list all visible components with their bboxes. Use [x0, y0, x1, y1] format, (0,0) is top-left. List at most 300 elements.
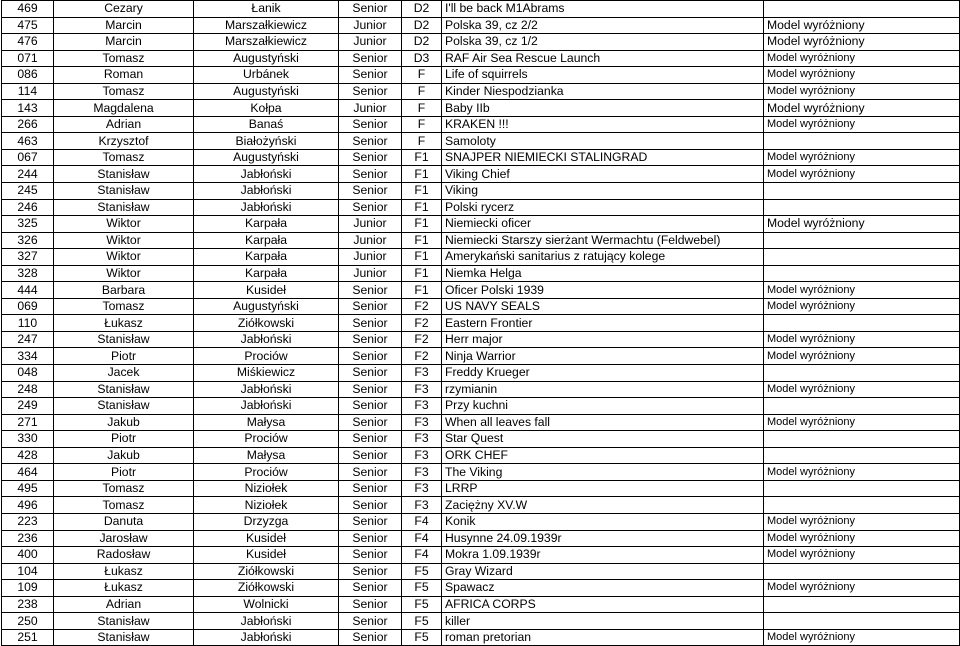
last-name-cell: Ziółkowski	[194, 315, 339, 332]
table-row	[2, 431, 960, 448]
first-name-cell: Danuta	[54, 513, 194, 530]
entry-number-cell: 476	[2, 34, 54, 51]
entry-number-cell: 444	[2, 282, 54, 299]
table-row	[2, 1, 960, 18]
last-name-cell: Małysa	[194, 414, 339, 431]
model-title-cell: Kinder Niespodzianka	[442, 83, 764, 100]
class-cell: F5	[402, 613, 442, 630]
first-name-cell: Magdalena	[54, 100, 194, 117]
model-title-cell: Husynne 24.09.1939r	[442, 530, 764, 547]
award-cell	[764, 315, 960, 332]
model-title-cell: Herr major	[442, 331, 764, 348]
last-name-cell: Łanik	[194, 1, 339, 18]
award-cell	[764, 480, 960, 497]
class-cell: F	[402, 83, 442, 100]
entry-number-cell: 067	[2, 149, 54, 166]
entry-number-cell: 247	[2, 331, 54, 348]
model-title-cell: Mokra 1.09.1939r	[442, 547, 764, 564]
last-name-cell: Banaś	[194, 116, 339, 133]
class-cell: F5	[402, 563, 442, 580]
award-cell: Model wyróżniony	[764, 331, 960, 348]
last-name-cell: Jabłoński	[194, 331, 339, 348]
class-cell: F3	[402, 381, 442, 398]
award-cell: Model wyróżniony	[764, 414, 960, 431]
model-title-cell: Viking Chief	[442, 166, 764, 183]
class-cell: F1	[402, 166, 442, 183]
entry-number-cell: 326	[2, 232, 54, 249]
entry-number-cell: 400	[2, 547, 54, 564]
category-cell: Senior	[339, 563, 402, 580]
last-name-cell: Karpała	[194, 249, 339, 266]
model-title-cell: Niemka Helga	[442, 265, 764, 282]
category-cell: Senior	[339, 133, 402, 150]
model-title-cell: US NAVY SEALS	[442, 298, 764, 315]
award-cell: Model wyróżniony	[764, 34, 960, 51]
entry-number-cell: 238	[2, 596, 54, 613]
award-cell	[764, 365, 960, 382]
table-row	[2, 232, 960, 249]
award-cell: Model wyróżniony	[764, 530, 960, 547]
model-title-cell: Eastern Frontier	[442, 315, 764, 332]
first-name-cell: Stanisław	[54, 381, 194, 398]
category-cell: Senior	[339, 613, 402, 630]
last-name-cell: Białożyński	[194, 133, 339, 150]
table-row	[2, 50, 960, 67]
model-title-cell: LRRP	[442, 480, 764, 497]
model-title-cell: Life of squirrels	[442, 67, 764, 84]
class-cell: F4	[402, 530, 442, 547]
award-cell	[764, 447, 960, 464]
first-name-cell: Łukasz	[54, 580, 194, 597]
table-row	[2, 100, 960, 117]
category-cell: Junior	[339, 265, 402, 282]
category-cell: Senior	[339, 183, 402, 200]
category-cell: Senior	[339, 67, 402, 84]
first-name-cell: Jacek	[54, 365, 194, 382]
award-cell: Model wyróżniony	[764, 116, 960, 133]
class-cell: F1	[402, 249, 442, 266]
model-title-cell: AFRICA CORPS	[442, 596, 764, 613]
table-row	[2, 34, 960, 51]
class-cell: F1	[402, 216, 442, 233]
results-table	[1, 0, 960, 646]
class-cell: F1	[402, 232, 442, 249]
award-cell: Model wyróżniony	[764, 166, 960, 183]
entry-number-cell: 249	[2, 398, 54, 415]
model-title-cell: ORK CHEF	[442, 447, 764, 464]
table-row	[2, 315, 960, 332]
last-name-cell: Prociów	[194, 464, 339, 481]
first-name-cell: Tomasz	[54, 298, 194, 315]
first-name-cell: Marcin	[54, 17, 194, 34]
first-name-cell: Łukasz	[54, 563, 194, 580]
table-row	[2, 513, 960, 530]
category-cell: Senior	[339, 199, 402, 216]
entry-number-cell: 048	[2, 365, 54, 382]
model-title-cell: When all leaves fall	[442, 414, 764, 431]
award-cell	[764, 497, 960, 514]
last-name-cell: Małysa	[194, 447, 339, 464]
award-cell	[764, 398, 960, 415]
award-cell: Model wyróżniony	[764, 348, 960, 365]
first-name-cell: Tomasz	[54, 497, 194, 514]
model-title-cell: Polski rycerz	[442, 199, 764, 216]
category-cell: Senior	[339, 50, 402, 67]
award-cell	[764, 249, 960, 266]
entry-number-cell: 245	[2, 183, 54, 200]
last-name-cell: Urbánek	[194, 67, 339, 84]
table-row	[2, 298, 960, 315]
award-cell	[764, 1, 960, 18]
last-name-cell: Jabłoński	[194, 381, 339, 398]
table-row	[2, 530, 960, 547]
award-cell: Model wyróżniony	[764, 149, 960, 166]
category-cell: Junior	[339, 100, 402, 117]
category-cell: Junior	[339, 216, 402, 233]
table-row	[2, 381, 960, 398]
table-row	[2, 464, 960, 481]
category-cell: Senior	[339, 315, 402, 332]
model-title-cell: Polska 39, cz 2/2	[442, 17, 764, 34]
class-cell: F3	[402, 398, 442, 415]
category-cell: Junior	[339, 34, 402, 51]
entry-number-cell: 250	[2, 613, 54, 630]
category-cell: Senior	[339, 414, 402, 431]
award-cell	[764, 183, 960, 200]
table-row	[2, 547, 960, 564]
entry-number-cell: 071	[2, 50, 54, 67]
first-name-cell: Stanisław	[54, 331, 194, 348]
class-cell: D2	[402, 17, 442, 34]
model-title-cell: Przy kuchni	[442, 398, 764, 415]
first-name-cell: Marcin	[54, 34, 194, 51]
table-row	[2, 447, 960, 464]
class-cell: F3	[402, 431, 442, 448]
category-cell: Senior	[339, 447, 402, 464]
entry-number-cell: 109	[2, 580, 54, 597]
last-name-cell: Karpała	[194, 216, 339, 233]
last-name-cell: Augustyński	[194, 50, 339, 67]
last-name-cell: Karpała	[194, 265, 339, 282]
last-name-cell: Kusideł	[194, 282, 339, 299]
model-title-cell: Gray Wizard	[442, 563, 764, 580]
category-cell: Senior	[339, 464, 402, 481]
table-row	[2, 249, 960, 266]
class-cell: F1	[402, 199, 442, 216]
last-name-cell: Jabłoński	[194, 398, 339, 415]
category-cell: Senior	[339, 348, 402, 365]
award-cell: Model wyróżniony	[764, 50, 960, 67]
table-row	[2, 199, 960, 216]
entry-number-cell: 464	[2, 464, 54, 481]
model-title-cell: Amerykański sanitarius z ratujący kolege	[442, 249, 764, 266]
award-cell	[764, 133, 960, 150]
entry-number-cell: 496	[2, 497, 54, 514]
entry-number-cell: 086	[2, 67, 54, 84]
category-cell: Senior	[339, 149, 402, 166]
first-name-cell: Wiktor	[54, 232, 194, 249]
first-name-cell: Jakub	[54, 414, 194, 431]
entry-number-cell: 328	[2, 265, 54, 282]
class-cell: F1	[402, 149, 442, 166]
award-cell: Model wyróżniony	[764, 216, 960, 233]
first-name-cell: Stanisław	[54, 183, 194, 200]
entry-number-cell: 223	[2, 513, 54, 530]
last-name-cell: Kusideł	[194, 547, 339, 564]
category-cell: Senior	[339, 298, 402, 315]
award-cell: Model wyróżniony	[764, 17, 960, 34]
category-cell: Junior	[339, 232, 402, 249]
first-name-cell: Stanisław	[54, 613, 194, 630]
award-cell: Model wyróżniony	[764, 67, 960, 84]
first-name-cell: Tomasz	[54, 50, 194, 67]
first-name-cell: Stanisław	[54, 199, 194, 216]
first-name-cell: Jakub	[54, 447, 194, 464]
first-name-cell: Jarosław	[54, 530, 194, 547]
class-cell: F4	[402, 513, 442, 530]
model-title-cell: Niemiecki Starszy sierżant Wermachtu (Feldwebel)	[442, 232, 764, 249]
entry-number-cell: 143	[2, 100, 54, 117]
table-row	[2, 348, 960, 365]
category-cell: Senior	[339, 547, 402, 564]
award-cell	[764, 265, 960, 282]
first-name-cell: Piotr	[54, 464, 194, 481]
entry-number-cell: 114	[2, 83, 54, 100]
table-row	[2, 331, 960, 348]
last-name-cell: Prociów	[194, 348, 339, 365]
class-cell: F5	[402, 580, 442, 597]
award-cell: Model wyróżniony	[764, 83, 960, 100]
entry-number-cell: 428	[2, 447, 54, 464]
award-cell: Model wyróżniony	[764, 547, 960, 564]
table-row	[2, 17, 960, 34]
model-title-cell: roman pretorian	[442, 629, 764, 646]
table-row	[2, 629, 960, 646]
award-cell	[764, 431, 960, 448]
class-cell: F3	[402, 480, 442, 497]
category-cell: Senior	[339, 365, 402, 382]
entry-number-cell: 463	[2, 133, 54, 150]
table-row	[2, 265, 960, 282]
entry-number-cell: 334	[2, 348, 54, 365]
entry-number-cell: 104	[2, 563, 54, 580]
class-cell: F3	[402, 447, 442, 464]
entry-number-cell: 330	[2, 431, 54, 448]
entry-number-cell: 327	[2, 249, 54, 266]
entry-number-cell: 246	[2, 199, 54, 216]
class-cell: F1	[402, 183, 442, 200]
results-table-body	[2, 1, 960, 646]
last-name-cell: Augustyński	[194, 149, 339, 166]
category-cell: Senior	[339, 530, 402, 547]
table-row	[2, 480, 960, 497]
model-title-cell: Polska 39, cz 1/2	[442, 34, 764, 51]
category-cell: Junior	[339, 249, 402, 266]
table-row	[2, 183, 960, 200]
class-cell: F2	[402, 348, 442, 365]
first-name-cell: Łukasz	[54, 315, 194, 332]
entry-number-cell: 110	[2, 315, 54, 332]
first-name-cell: Radosław	[54, 547, 194, 564]
model-title-cell: Spawacz	[442, 580, 764, 597]
entry-number-cell: 069	[2, 298, 54, 315]
class-cell: F	[402, 133, 442, 150]
model-title-cell: Viking	[442, 183, 764, 200]
last-name-cell: Jabłoński	[194, 199, 339, 216]
model-title-cell: I'll be back M1Abrams	[442, 1, 764, 18]
class-cell: F3	[402, 464, 442, 481]
class-cell: D2	[402, 1, 442, 18]
model-title-cell: The Viking	[442, 464, 764, 481]
entry-number-cell: 325	[2, 216, 54, 233]
award-cell: Model wyróżniony	[764, 282, 960, 299]
model-title-cell: Oficer Polski 1939	[442, 282, 764, 299]
model-title-cell: Niemiecki oficer	[442, 216, 764, 233]
class-cell: F5	[402, 596, 442, 613]
model-title-cell: Zaciężny XV.W	[442, 497, 764, 514]
first-name-cell: Cezary	[54, 1, 194, 18]
category-cell: Senior	[339, 398, 402, 415]
first-name-cell: Tomasz	[54, 149, 194, 166]
award-cell	[764, 563, 960, 580]
last-name-cell: Jabłoński	[194, 629, 339, 646]
award-cell	[764, 232, 960, 249]
award-cell	[764, 596, 960, 613]
last-name-cell: Jabłoński	[194, 613, 339, 630]
table-row	[2, 563, 960, 580]
category-cell: Senior	[339, 1, 402, 18]
table-row	[2, 414, 960, 431]
category-cell: Senior	[339, 629, 402, 646]
entry-number-cell: 495	[2, 480, 54, 497]
model-title-cell: Freddy Krueger	[442, 365, 764, 382]
award-cell: Model wyróżniony	[764, 513, 960, 530]
last-name-cell: Marszałkiewicz	[194, 34, 339, 51]
first-name-cell: Roman	[54, 67, 194, 84]
entry-number-cell: 236	[2, 530, 54, 547]
award-cell: Model wyróżniony	[764, 580, 960, 597]
model-title-cell: Ninja Warrior	[442, 348, 764, 365]
first-name-cell: Tomasz	[54, 480, 194, 497]
category-cell: Senior	[339, 116, 402, 133]
first-name-cell: Piotr	[54, 348, 194, 365]
class-cell: F1	[402, 282, 442, 299]
first-name-cell: Wiktor	[54, 216, 194, 233]
last-name-cell: Miśkiewicz	[194, 365, 339, 382]
award-cell	[764, 199, 960, 216]
last-name-cell: Ziółkowski	[194, 580, 339, 597]
first-name-cell: Wiktor	[54, 249, 194, 266]
category-cell: Senior	[339, 480, 402, 497]
first-name-cell: Stanisław	[54, 629, 194, 646]
model-title-cell: Star Quest	[442, 431, 764, 448]
category-cell: Senior	[339, 431, 402, 448]
entry-number-cell: 475	[2, 17, 54, 34]
table-row	[2, 282, 960, 299]
category-cell: Senior	[339, 596, 402, 613]
entry-number-cell: 244	[2, 166, 54, 183]
last-name-cell: Niziołek	[194, 480, 339, 497]
class-cell: F	[402, 67, 442, 84]
table-row	[2, 596, 960, 613]
last-name-cell: Kusideł	[194, 530, 339, 547]
model-title-cell: Baby IIb	[442, 100, 764, 117]
last-name-cell: Ziółkowski	[194, 563, 339, 580]
class-cell: F3	[402, 365, 442, 382]
last-name-cell: Augustyński	[194, 298, 339, 315]
entry-number-cell: 271	[2, 414, 54, 431]
last-name-cell: Niziołek	[194, 497, 339, 514]
first-name-cell: Wiktor	[54, 265, 194, 282]
model-title-cell: killer	[442, 613, 764, 630]
table-row	[2, 497, 960, 514]
model-title-cell: KRAKEN !!!	[442, 116, 764, 133]
class-cell: F	[402, 100, 442, 117]
last-name-cell: Marszałkiewicz	[194, 17, 339, 34]
category-cell: Junior	[339, 17, 402, 34]
table-row	[2, 83, 960, 100]
last-name-cell: Kołpa	[194, 100, 339, 117]
table-row	[2, 580, 960, 597]
last-name-cell: Jabłoński	[194, 183, 339, 200]
first-name-cell: Barbara	[54, 282, 194, 299]
award-cell: Model wyróżniony	[764, 100, 960, 117]
award-cell: Model wyróżniony	[764, 464, 960, 481]
class-cell: F5	[402, 629, 442, 646]
class-cell: F1	[402, 265, 442, 282]
last-name-cell: Jabłoński	[194, 166, 339, 183]
table-row	[2, 216, 960, 233]
category-cell: Senior	[339, 282, 402, 299]
first-name-cell: Tomasz	[54, 83, 194, 100]
first-name-cell: Piotr	[54, 431, 194, 448]
table-row	[2, 398, 960, 415]
last-name-cell: Wolnicki	[194, 596, 339, 613]
last-name-cell: Prociów	[194, 431, 339, 448]
model-title-cell: Konik	[442, 513, 764, 530]
last-name-cell: Augustyński	[194, 83, 339, 100]
entry-number-cell: 469	[2, 1, 54, 18]
class-cell: F2	[402, 315, 442, 332]
category-cell: Senior	[339, 166, 402, 183]
class-cell: F3	[402, 414, 442, 431]
category-cell: Senior	[339, 83, 402, 100]
award-cell: Model wyróżniony	[764, 381, 960, 398]
class-cell: F4	[402, 547, 442, 564]
entry-number-cell: 248	[2, 381, 54, 398]
first-name-cell: Stanisław	[54, 166, 194, 183]
class-cell: D2	[402, 34, 442, 51]
category-cell: Senior	[339, 331, 402, 348]
last-name-cell: Drzyzga	[194, 513, 339, 530]
category-cell: Senior	[339, 580, 402, 597]
table-row	[2, 67, 960, 84]
entry-number-cell: 266	[2, 116, 54, 133]
model-title-cell: SNAJPER NIEMIECKI STALINGRAD	[442, 149, 764, 166]
table-row	[2, 166, 960, 183]
last-name-cell: Karpała	[194, 232, 339, 249]
first-name-cell: Stanisław	[54, 398, 194, 415]
class-cell: F2	[402, 298, 442, 315]
table-row	[2, 116, 960, 133]
model-title-cell: Samoloty	[442, 133, 764, 150]
table-row	[2, 365, 960, 382]
table-row	[2, 133, 960, 150]
award-cell: Model wyróżniony	[764, 298, 960, 315]
table-row	[2, 149, 960, 166]
category-cell: Senior	[339, 381, 402, 398]
class-cell: D3	[402, 50, 442, 67]
